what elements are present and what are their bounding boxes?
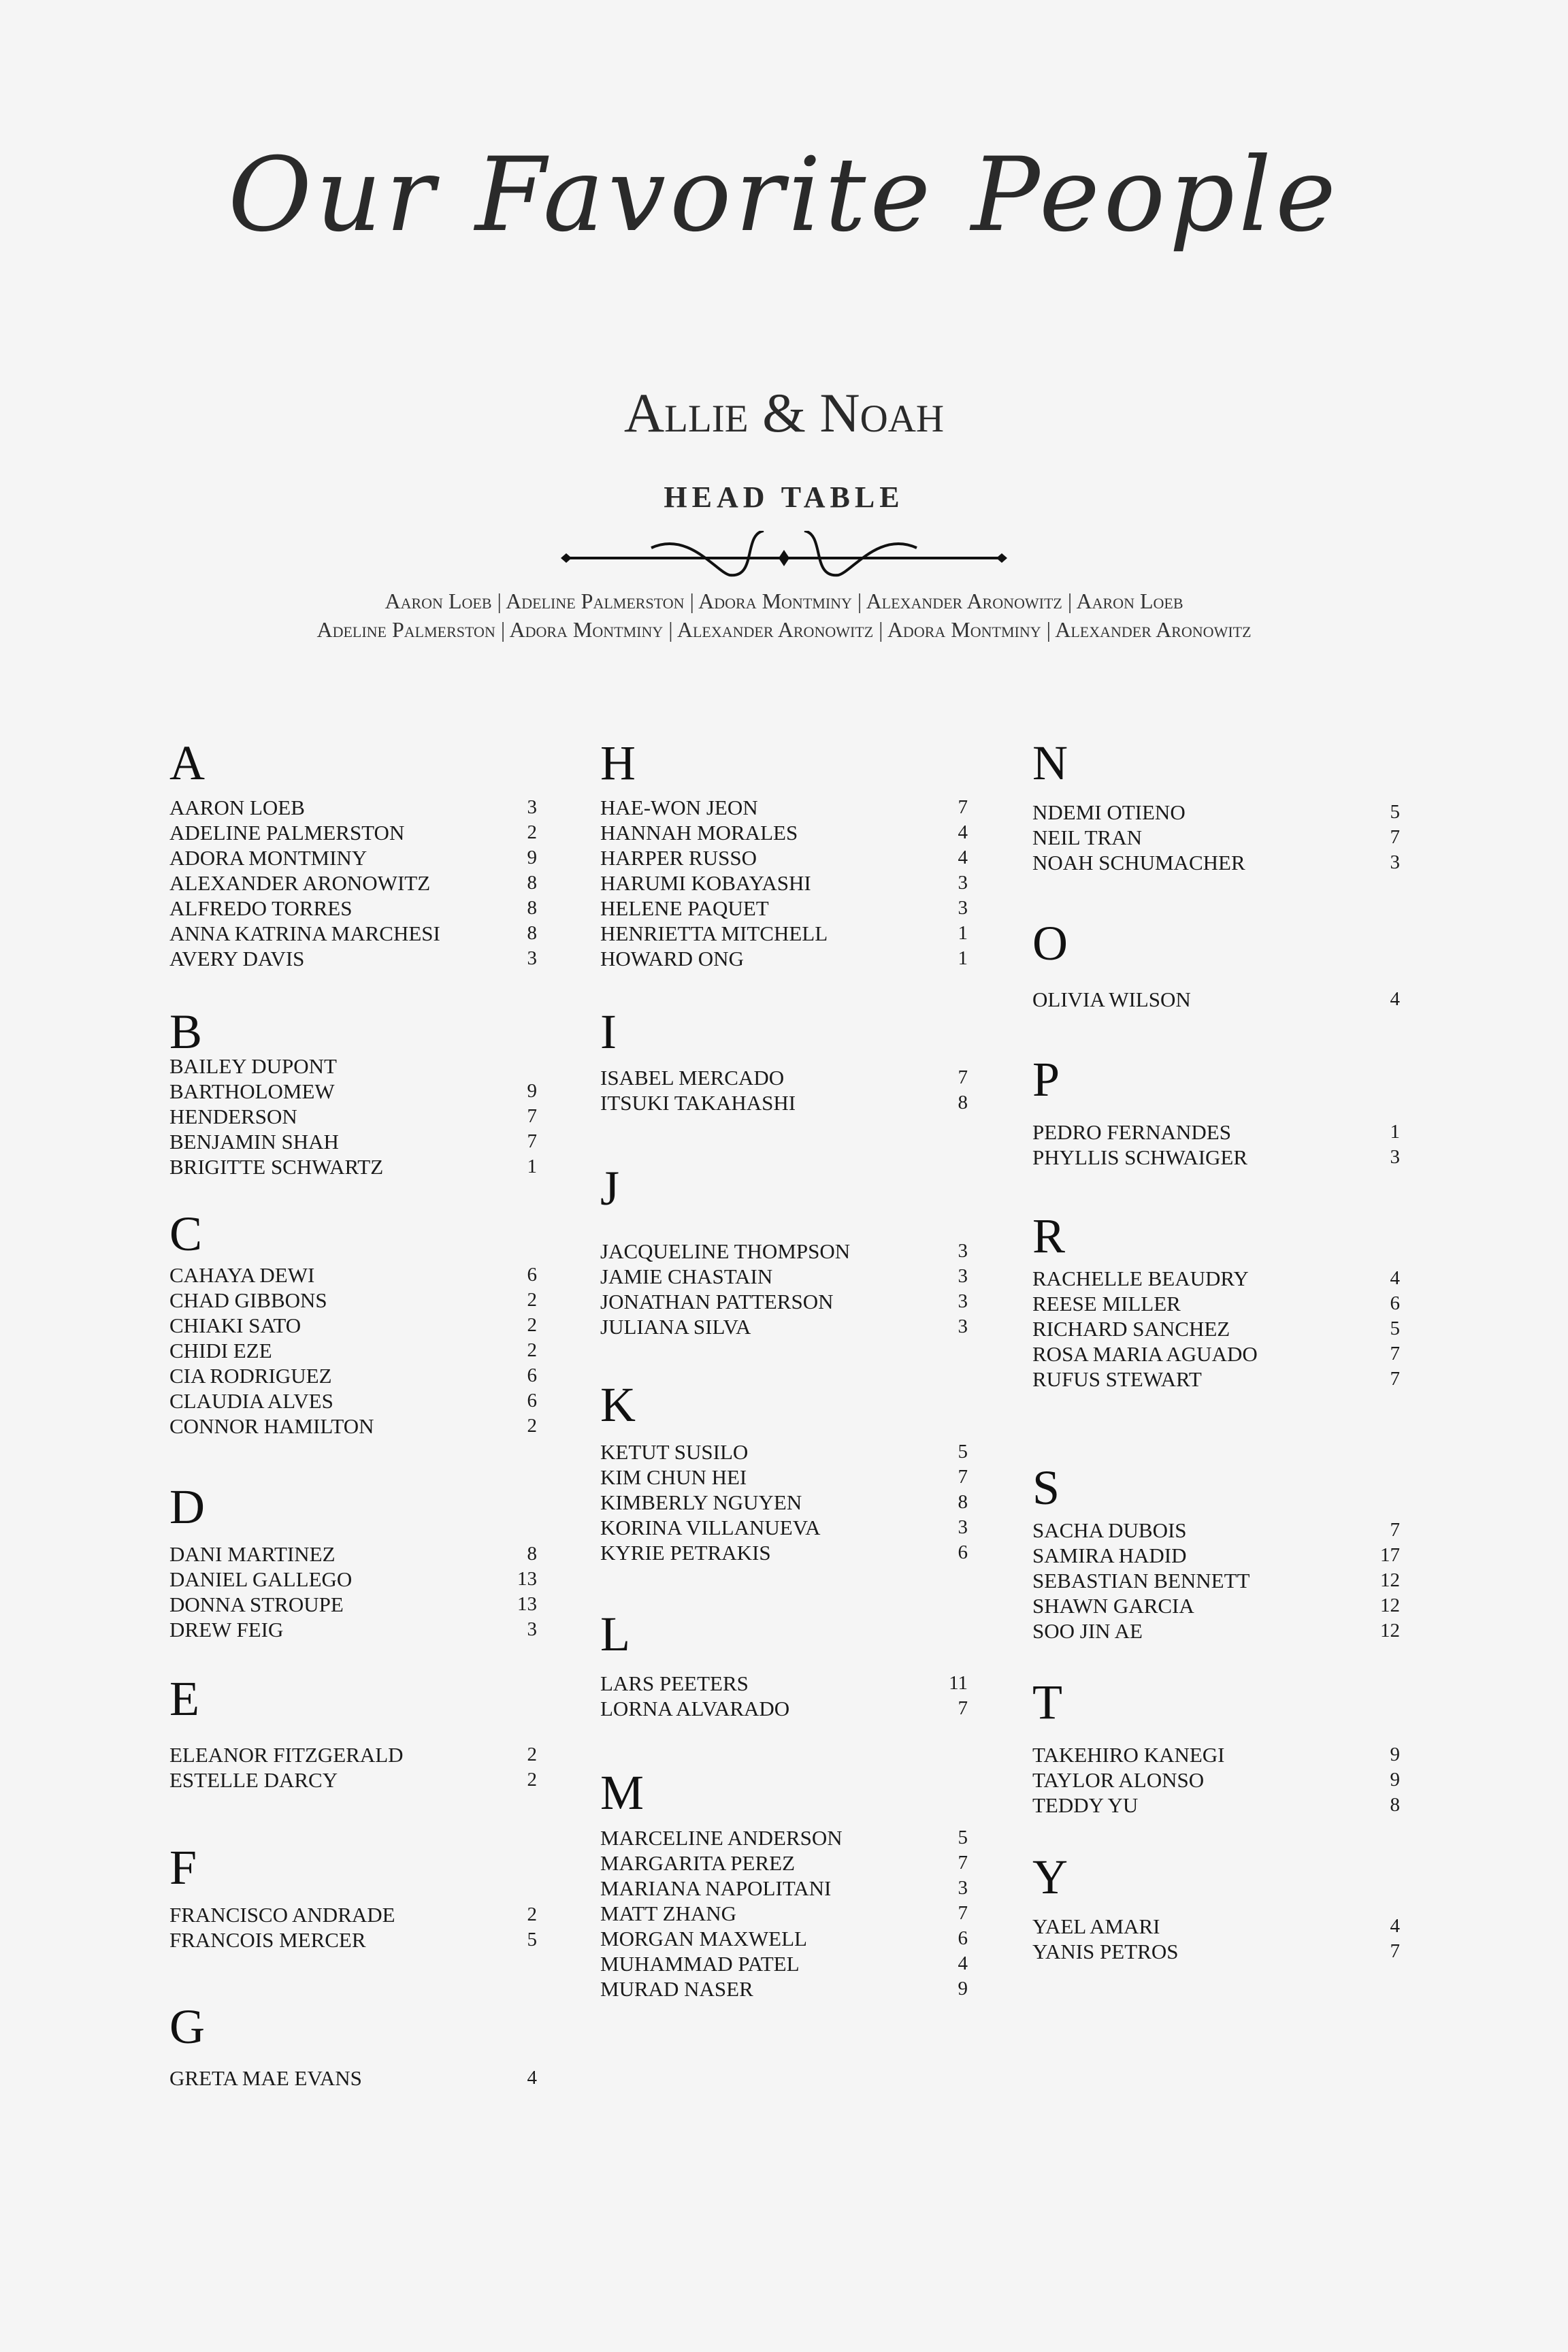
guest-name: MARIANA NAPOLITANI (600, 1876, 832, 1900)
guest-row (1032, 825, 1400, 850)
guest-list (1032, 1914, 1400, 1964)
table-number: 2 (527, 1415, 537, 1437)
guest-name: JULIANA SILVA (600, 1315, 751, 1339)
guest-row (169, 1902, 537, 1927)
guest-name: CHIAKI SATO (169, 1313, 301, 1337)
table-number: 2 (527, 821, 537, 843)
table-number: 2 (527, 1769, 537, 1791)
table-number: 7 (958, 1902, 968, 1924)
guest-name: MORGAN MAXWELL (600, 1927, 807, 1950)
guest-name: MURAD NASER (600, 1977, 753, 2001)
guest-row (1032, 987, 1400, 1012)
table-number: 2 (527, 1904, 537, 1925)
guest-name: NEIL TRAN (1032, 826, 1143, 849)
guest-name: KETUT SUSILO (600, 1440, 749, 1464)
guest-name: OLIVIA WILSON (1032, 987, 1191, 1011)
guest-list (600, 1439, 968, 1565)
guest-row (600, 1671, 968, 1696)
table-number: 3 (958, 1516, 968, 1538)
guest-row (600, 1926, 968, 1951)
guest-name: SACHA DUBOIS (1032, 1518, 1187, 1542)
guest-row (1032, 1767, 1400, 1793)
couple-names: Allie & Noah (623, 382, 945, 444)
guest-name: ADELINE PALMERSTON (169, 821, 405, 845)
section-letter: C (169, 1207, 203, 1261)
guest-row (1032, 1316, 1400, 1341)
guest-list (169, 1902, 537, 1953)
guest-row (1032, 1291, 1400, 1316)
guest-row (169, 1054, 537, 1079)
guest-row (600, 1976, 968, 2002)
table-number: 8 (958, 1491, 968, 1513)
table-number: 13 (517, 1593, 537, 1615)
guest-name: NDEMI OTIENO (1032, 800, 1186, 824)
table-number: 9 (958, 1978, 968, 1999)
guest-name: HELENE PAQUET (600, 896, 769, 920)
guest-row (1032, 1367, 1400, 1392)
guest-list (169, 2065, 537, 2091)
guest-row (169, 1129, 537, 1154)
guest-row (600, 1090, 968, 1115)
guest-list (169, 1742, 537, 1793)
section-letter: D (169, 1480, 205, 1534)
table-number: 1 (527, 1156, 537, 1177)
table-number: 1 (958, 922, 968, 944)
guest-name: MUHAMMAD PATEL (600, 1952, 800, 1976)
table-number: 7 (958, 1466, 968, 1488)
guest-row (1032, 1266, 1400, 1291)
guest-list (169, 1262, 537, 1439)
guest-row (600, 1065, 968, 1090)
table-number: 6 (958, 1541, 968, 1563)
guest-row (1032, 800, 1400, 825)
guest-row (169, 1338, 537, 1363)
guest-name: BRIGITTE SCHWARTZ (169, 1155, 384, 1179)
guest-row (169, 1767, 537, 1793)
table-number: 6 (527, 1264, 537, 1286)
table-number: 5 (527, 1929, 537, 1950)
guest-name: GRETA MAE EVANS (169, 2066, 362, 2090)
guest-name: NOAH SCHUMACHER (1032, 851, 1245, 875)
guest-row (1032, 1543, 1400, 1568)
table-number: 2 (527, 1339, 537, 1361)
guest-name: ADORA MONTMINY (169, 846, 368, 870)
guest-list (1032, 1742, 1400, 1818)
guest-name: PEDRO FERNANDES (1032, 1120, 1231, 1144)
guest-name: BARTHOLOMEW (169, 1079, 335, 1103)
section-letter: H (600, 736, 636, 790)
guest-row (169, 1927, 537, 1953)
guest-row (169, 1742, 537, 1767)
guest-row (600, 1876, 968, 1901)
guest-row (169, 795, 537, 820)
table-number: 7 (1390, 1368, 1400, 1390)
table-number: 13 (517, 1568, 537, 1590)
guest-name: CLAUDIA ALVES (169, 1389, 333, 1413)
guest-name: KORINA VILLANUEVA (600, 1516, 821, 1539)
guest-name: SOO JIN AE (1032, 1619, 1143, 1643)
guest-list (169, 795, 537, 971)
guest-name: REESE MILLER (1032, 1292, 1181, 1316)
guest-name: TAYLOR ALONSO (1032, 1768, 1205, 1792)
guest-list (600, 795, 968, 971)
table-number: 2 (527, 1289, 537, 1311)
table-number: 7 (958, 1852, 968, 1874)
guest-row (600, 1850, 968, 1876)
guest-row (169, 1567, 537, 1592)
guest-name: ROSA MARIA AGUADO (1032, 1342, 1258, 1366)
table-number: 12 (1380, 1620, 1400, 1642)
guest-name: CAHAYA DEWI (169, 1263, 315, 1287)
table-number: 2 (527, 1744, 537, 1765)
guest-row (169, 1079, 537, 1104)
guest-name: JAMIE CHASTAIN (600, 1264, 773, 1288)
guest-name: HOWARD ONG (600, 947, 744, 970)
guest-row (169, 845, 537, 870)
table-number: 1 (958, 947, 968, 969)
section-letter: A (169, 736, 205, 790)
table-number: 7 (958, 796, 968, 818)
table-number: 3 (958, 1877, 968, 1899)
guest-row (600, 1465, 968, 1490)
guest-row (600, 795, 968, 820)
table-number: 11 (949, 1672, 968, 1694)
guest-row (600, 1951, 968, 1976)
table-number: 8 (958, 1092, 968, 1113)
guest-row (169, 1592, 537, 1617)
head-table-guests (0, 587, 1568, 644)
table-number: 7 (1390, 1519, 1400, 1541)
guest-row (600, 1289, 968, 1314)
table-number: 12 (1380, 1569, 1400, 1591)
table-number: 5 (1390, 1318, 1400, 1339)
guest-name: CHAD GIBBONS (169, 1288, 327, 1312)
section-letter: O (1032, 916, 1068, 970)
guest-row (600, 921, 968, 946)
table-number: 4 (1390, 988, 1400, 1010)
table-number: 3 (958, 1240, 968, 1262)
guest-list (1032, 800, 1400, 875)
section-letter: L (600, 1607, 630, 1661)
guest-list (1032, 1266, 1400, 1392)
guest-name: ALEXANDER ARONOWITZ (169, 871, 431, 895)
guest-row (1032, 1568, 1400, 1593)
guest-row (169, 1313, 537, 1338)
table-number: 3 (527, 796, 537, 818)
table-number: 3 (527, 947, 537, 969)
guest-name: CIA RODRIGUEZ (169, 1364, 332, 1388)
guest-name: TEDDY YU (1032, 1793, 1139, 1817)
guest-name: SEBASTIAN BENNETT (1032, 1569, 1250, 1592)
guest-row (169, 896, 537, 921)
guest-name: KYRIE PETRAKIS (600, 1541, 771, 1565)
guest-name: DONNA STROUPE (169, 1592, 344, 1616)
table-number: 5 (958, 1827, 968, 1848)
flourish-divider-icon (559, 531, 1009, 578)
section-letter: R (1032, 1209, 1066, 1263)
guest-name: JACQUELINE THOMPSON (600, 1239, 851, 1263)
table-number: 6 (958, 1927, 968, 1949)
head-table-heading: HEAD TABLE (664, 480, 904, 514)
table-number: 4 (958, 847, 968, 868)
table-number: 5 (1390, 801, 1400, 823)
guest-row (600, 1696, 968, 1721)
guest-row (1032, 1145, 1400, 1170)
section-letter: E (169, 1671, 199, 1726)
section-letter: K (600, 1377, 636, 1432)
table-number: 5 (958, 1441, 968, 1463)
guest-name: RICHARD SANCHEZ (1032, 1317, 1230, 1341)
guest-list (1032, 1518, 1400, 1644)
section-letter: S (1032, 1460, 1060, 1515)
table-number: 6 (527, 1390, 537, 1411)
table-number: 8 (527, 922, 537, 944)
table-number: 3 (958, 1265, 968, 1287)
guest-name: HENRIETTA MITCHELL (600, 921, 828, 945)
table-number: 3 (1390, 1146, 1400, 1168)
guest-name: LORNA ALVARADO (600, 1697, 790, 1720)
guest-name: YAEL AMARI (1032, 1914, 1160, 1938)
table-number: 6 (527, 1365, 537, 1386)
guest-row (1032, 1793, 1400, 1818)
table-number: 7 (527, 1105, 537, 1127)
table-number: 7 (527, 1130, 537, 1152)
guest-list (600, 1671, 968, 1721)
section-letter: J (600, 1161, 620, 1215)
guest-row (169, 1154, 537, 1179)
table-number: 4 (1390, 1267, 1400, 1289)
guest-row (600, 946, 968, 971)
guest-row (169, 820, 537, 845)
section-letter: P (1032, 1052, 1060, 1107)
guest-name: AVERY DAVIS (169, 947, 305, 970)
guest-row (1032, 1120, 1400, 1145)
guest-row (600, 1264, 968, 1289)
guest-name: ALFREDO TORRES (169, 896, 353, 920)
guest-row (1032, 1341, 1400, 1367)
guest-list (600, 1065, 968, 1115)
guest-row (169, 921, 537, 946)
guest-row (169, 1288, 537, 1313)
guest-list (1032, 987, 1400, 1012)
table-number: 6 (1390, 1292, 1400, 1314)
guest-name: TAKEHIRO KANEGI (1032, 1743, 1225, 1767)
table-number: 3 (958, 1316, 968, 1337)
guest-row (169, 1262, 537, 1288)
guest-row (600, 820, 968, 845)
table-number: 3 (1390, 851, 1400, 873)
table-number: 7 (958, 1697, 968, 1719)
table-number: 9 (527, 1080, 537, 1102)
table-number: 2 (527, 1314, 537, 1336)
guest-name: RACHELLE BEAUDRY (1032, 1267, 1249, 1290)
guest-name: LARS PEETERS (600, 1671, 749, 1695)
guest-name: KIMBERLY NGUYEN (600, 1490, 802, 1514)
page-title: Our Favorite People (228, 136, 1340, 255)
guest-name: DANI MARTINEZ (169, 1542, 336, 1566)
guest-row (600, 1540, 968, 1565)
guest-name: YANIS PETROS (1032, 1940, 1179, 1963)
guest-name: CONNOR HAMILTON (169, 1414, 374, 1438)
guest-row (600, 1825, 968, 1850)
guest-name: KIM CHUN HEI (600, 1465, 747, 1489)
guest-name: PHYLLIS SCHWAIGER (1032, 1145, 1248, 1169)
guest-row (169, 1617, 537, 1642)
table-number: 4 (1390, 1915, 1400, 1937)
section-letter: G (169, 1999, 205, 2054)
guest-name: FRANCISCO ANDRADE (169, 1903, 395, 1927)
table-number: 12 (1380, 1595, 1400, 1616)
guest-name: CHIDI EZE (169, 1339, 272, 1362)
guest-row (600, 1239, 968, 1264)
guest-name: ELEANOR FITZGERALD (169, 1743, 404, 1767)
table-number: 4 (958, 1953, 968, 1974)
guest-row (169, 1363, 537, 1388)
guest-row (600, 845, 968, 870)
guest-row (169, 2065, 537, 2091)
guest-row (600, 1515, 968, 1540)
guest-name: HARUMI KOBAYASHI (600, 871, 811, 895)
guest-name: RUFUS STEWART (1032, 1367, 1202, 1391)
guest-row (169, 1414, 537, 1439)
head-table-line: Adeline Palmerston | Adora Montminy | Alexander Aronowitz | Adora Montminy | Alexander Aronowitz (316, 617, 1252, 642)
guest-row (1032, 1518, 1400, 1543)
section-letter: I (600, 1004, 617, 1059)
head-table-line: Aaron Loeb | Adeline Palmerston | Adora Montminy | Alexander Aronowitz | Aaron Loeb (385, 589, 1183, 613)
section-letter: T (1032, 1675, 1062, 1729)
table-number: 3 (958, 897, 968, 919)
table-number: 8 (527, 1543, 537, 1565)
guest-name: MARGARITA PEREZ (600, 1851, 796, 1875)
guest-row (1032, 1939, 1400, 1964)
guest-row (169, 1104, 537, 1129)
guest-list (1032, 1120, 1400, 1170)
guest-name: SHAWN GARCIA (1032, 1594, 1194, 1618)
table-number: 7 (1390, 1343, 1400, 1365)
guest-row (600, 896, 968, 921)
table-number: 7 (1390, 1940, 1400, 1962)
guest-name: SAMIRA HADID (1032, 1544, 1187, 1567)
table-number: 8 (1390, 1794, 1400, 1816)
table-number: 4 (958, 821, 968, 843)
guest-name: HAE-WON JEON (600, 796, 758, 819)
guest-row (600, 1314, 968, 1339)
guest-name: FRANCOIS MERCER (169, 1928, 366, 1952)
guest-name: ANNA KATRINA MARCHESI (169, 921, 440, 945)
guest-row (169, 1388, 537, 1414)
guest-name: HANNAH MORALES (600, 821, 798, 845)
table-number: 7 (1390, 826, 1400, 848)
guest-row (1032, 1914, 1400, 1939)
table-number: 7 (958, 1066, 968, 1088)
guest-name: ISABEL MERCADO (600, 1066, 785, 1090)
guest-name: DANIEL GALLEGO (169, 1567, 353, 1591)
guest-list (169, 1054, 537, 1179)
guest-name: BENJAMIN SHAH (169, 1130, 339, 1154)
guest-list (600, 1825, 968, 2002)
guest-name: MARCELINE ANDERSON (600, 1826, 843, 1850)
guest-name: AARON LOEB (169, 796, 305, 819)
guest-row (169, 1541, 537, 1567)
table-number: 4 (527, 2067, 537, 2089)
guest-row (600, 1439, 968, 1465)
guest-row (600, 1901, 968, 1926)
section-letter: B (169, 1004, 203, 1059)
section-letter: F (169, 1840, 197, 1895)
table-number: 9 (527, 847, 537, 868)
table-number: 9 (1390, 1769, 1400, 1791)
guest-name: JONATHAN PATTERSON (600, 1290, 834, 1313)
guest-name: HENDERSON (169, 1105, 297, 1128)
guest-list (169, 1541, 537, 1642)
guest-name: ITSUKI TAKAHASHI (600, 1091, 796, 1115)
section-letter: Y (1032, 1850, 1068, 1904)
guest-row (1032, 1742, 1400, 1767)
guest-row (169, 946, 537, 971)
table-number: 3 (958, 872, 968, 894)
guest-row (1032, 1593, 1400, 1618)
guest-row (169, 870, 537, 896)
table-number: 8 (527, 872, 537, 894)
table-number: 1 (1390, 1121, 1400, 1143)
table-number: 3 (958, 1290, 968, 1312)
guest-name: BAILEY DUPONT (169, 1054, 337, 1078)
guest-name: DREW FEIG (169, 1618, 284, 1642)
guest-row (1032, 850, 1400, 875)
section-letter: M (600, 1765, 644, 1820)
section-letter: N (1032, 736, 1068, 790)
guest-list (600, 1239, 968, 1339)
table-number: 3 (527, 1618, 537, 1640)
guest-row (600, 870, 968, 896)
guest-name: MATT ZHANG (600, 1901, 737, 1925)
table-number: 17 (1380, 1544, 1400, 1566)
table-number: 9 (1390, 1744, 1400, 1765)
guest-name: HARPER RUSSO (600, 846, 757, 870)
table-number: 8 (527, 897, 537, 919)
guest-name: ESTELLE DARCY (169, 1768, 338, 1792)
guest-row (1032, 1618, 1400, 1644)
guest-row (600, 1490, 968, 1515)
